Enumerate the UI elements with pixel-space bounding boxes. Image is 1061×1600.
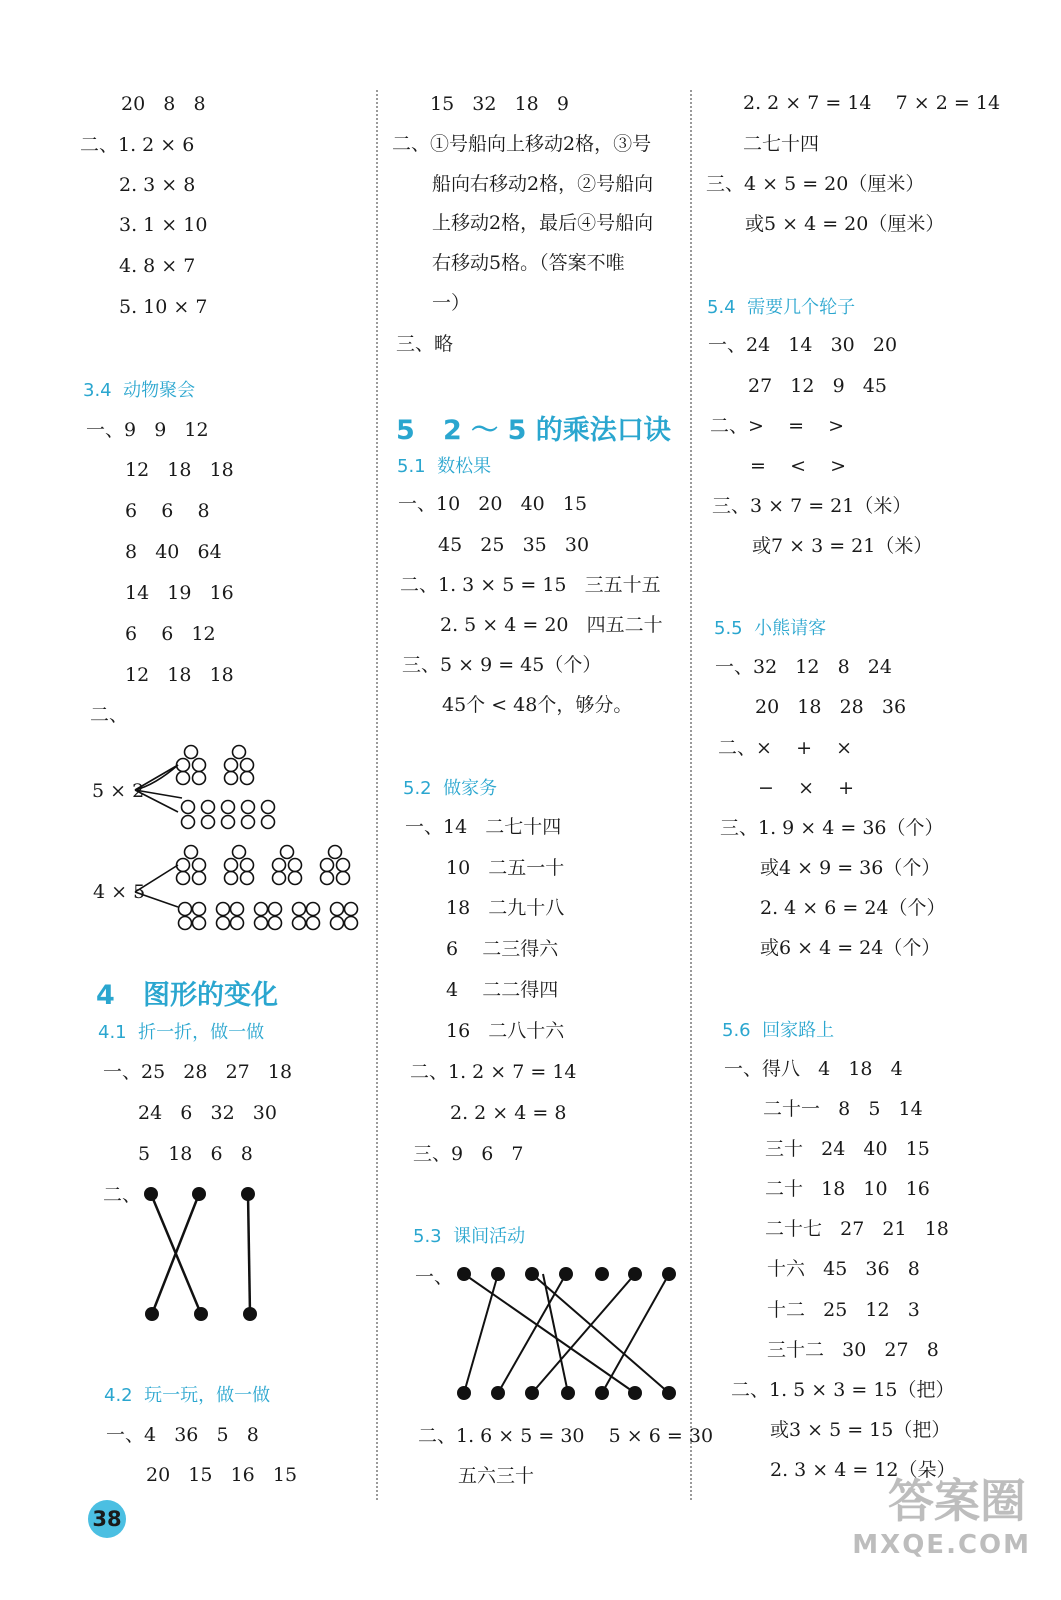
group-circle — [273, 859, 286, 872]
group-circle — [242, 816, 255, 829]
answer-line: 2. 3 × 8 — [119, 174, 196, 196]
answer-line: 二十七 27 21 18 — [765, 1218, 949, 1240]
page-number: 38 — [88, 1500, 126, 1538]
answer-line: 3. 1 × 10 — [119, 214, 208, 236]
group-circle — [225, 859, 238, 872]
match-line — [248, 1194, 250, 1314]
group-circle — [193, 872, 206, 885]
answer-line: 或6 × 4 = 24（个） — [760, 937, 941, 959]
group-circle — [222, 801, 235, 814]
grouping-diagram — [130, 740, 430, 940]
answer-line: 三、9 6 7 — [413, 1143, 524, 1165]
group-circle — [185, 746, 198, 759]
group-circle — [281, 846, 294, 859]
answer-line: 三、5 × 9 = 45（个） — [402, 654, 602, 676]
dot — [457, 1267, 471, 1281]
group-circle — [293, 917, 306, 930]
answer-line: 五六三十 — [458, 1465, 535, 1487]
group-circle — [307, 917, 320, 930]
answer-line: 一、得八 4 18 4 — [724, 1058, 903, 1080]
matching-diagram-5-3 — [455, 1265, 695, 1405]
group-circle — [262, 801, 275, 814]
answer-line: 二、 — [103, 1184, 142, 1206]
answer-line: 或5 × 4 = 20（厘米） — [745, 213, 945, 235]
answer-line: 20 8 8 — [121, 93, 206, 115]
group-circle — [242, 801, 255, 814]
answer-line: 三十 24 40 15 — [765, 1138, 930, 1160]
answer-line: 2. 2 × 4 = 8 — [450, 1102, 567, 1124]
group-circle — [293, 903, 306, 916]
group-circle — [345, 917, 358, 930]
dot — [491, 1386, 505, 1400]
answer-line: 一、4 36 5 8 — [106, 1424, 259, 1446]
dot — [194, 1307, 208, 1321]
group-circle — [331, 917, 344, 930]
section-heading-5-6: 5.6 回家路上 — [722, 1020, 835, 1041]
group-circle — [269, 903, 282, 916]
group-circle — [193, 759, 206, 772]
dot — [457, 1386, 471, 1400]
group-circle — [177, 872, 190, 885]
group-circle — [193, 772, 206, 785]
answer-line: 二、①号船向上移动2格，③号 — [392, 133, 652, 155]
group-circle — [179, 903, 192, 916]
answer-line: = < > — [750, 455, 847, 477]
group-circle — [225, 872, 238, 885]
answer-line: 二、1. 6 × 5 = 30 5 × 6 = 30 — [418, 1425, 714, 1447]
group-circle — [193, 903, 206, 916]
branch-line — [135, 865, 178, 907]
dot — [595, 1386, 609, 1400]
answer-line: 6 二三得六 — [446, 938, 559, 960]
chapter-heading-5: 5 2 ～ 5 的乘法口诀 — [396, 415, 671, 446]
answer-line: 2. 4 × 6 = 24（个） — [760, 897, 946, 919]
group-circle — [269, 917, 282, 930]
group-circle — [241, 772, 254, 785]
group-circle — [345, 903, 358, 916]
group-circle — [202, 816, 215, 829]
branch-line — [135, 765, 182, 812]
group-circle — [233, 746, 246, 759]
group-circle — [289, 872, 302, 885]
dot — [525, 1267, 539, 1281]
answer-line: 二、1. 5 × 3 = 15（把） — [731, 1379, 955, 1401]
answer-line: 18 二九十八 — [446, 897, 565, 919]
group-circle — [177, 859, 190, 872]
answer-line: 三、4 × 5 = 20（厘米） — [706, 173, 925, 195]
answer-line: 二、1. 2 × 7 = 14 — [410, 1061, 577, 1083]
group-circle — [231, 917, 244, 930]
answer-line: 三、略 — [396, 333, 454, 355]
answer-line: 6 6 12 — [125, 623, 216, 645]
group-circle — [289, 859, 302, 872]
answer-line: 15 32 18 9 — [430, 93, 569, 115]
group-circle — [225, 759, 238, 772]
section-heading-5-1: 5.1 数松果 — [397, 456, 492, 477]
match-line — [464, 1274, 635, 1393]
group-circle — [273, 872, 286, 885]
dot — [491, 1267, 505, 1281]
answer-line: 27 12 9 45 — [748, 375, 887, 397]
dot — [525, 1386, 539, 1400]
answer-line: 一、10 20 40 15 — [398, 493, 588, 515]
chapter-heading-4: 4 图形的变化 — [96, 980, 278, 1011]
answer-line: 一、9 9 12 — [86, 419, 209, 441]
answer-line: 一、32 12 8 24 — [715, 656, 892, 678]
answer-line: 一、 — [415, 1266, 454, 1288]
answer-line: 一、24 14 30 20 — [708, 334, 898, 356]
answer-line: 45 25 35 30 — [438, 534, 590, 556]
answer-line: 二七十四 — [743, 133, 820, 155]
dot — [192, 1187, 206, 1201]
group-circle — [217, 917, 230, 930]
group-circle — [177, 759, 190, 772]
branch-line — [135, 765, 178, 790]
dot — [662, 1267, 676, 1281]
answer-line: 24 6 32 30 — [138, 1102, 277, 1124]
group-circle — [225, 772, 238, 785]
answer-line: 12 18 18 — [125, 664, 234, 686]
match-line — [464, 1274, 498, 1393]
label-5x2: 5 × 2 — [92, 780, 145, 802]
section-heading-4-1: 4.1 折一折，做一做 — [98, 1022, 265, 1043]
answer-line: 2. 3 × 4 = 12（朵） — [770, 1459, 956, 1481]
answer-line: 5 18 6 8 — [138, 1143, 253, 1165]
answer-line: 二、1. 3 × 5 = 15 三五十五 — [400, 574, 661, 596]
answer-line: 十二 25 12 3 — [767, 1299, 920, 1321]
dot — [628, 1267, 642, 1281]
group-circle — [185, 846, 198, 859]
answer-line: 船向右移动2格，②号船向 — [432, 173, 654, 195]
answer-line: 20 18 28 36 — [755, 696, 907, 718]
dot — [241, 1187, 255, 1201]
answer-line: 16 二八十六 — [446, 1020, 565, 1042]
group-circle — [321, 872, 334, 885]
group-circle — [321, 859, 334, 872]
answer-line: 20 15 16 15 — [146, 1464, 298, 1486]
answer-line: − × + — [758, 777, 855, 799]
answer-line: 右移动5格。（答案不唯 — [432, 252, 625, 274]
group-circle — [231, 903, 244, 916]
watermark-url: MXQE.COM — [852, 1530, 1031, 1560]
answer-line: 一、14 二七十四 — [405, 816, 562, 838]
answer-line: 4 二二得四 — [446, 979, 559, 1001]
dot — [144, 1187, 158, 1201]
dot — [561, 1386, 575, 1400]
match-line — [602, 1274, 669, 1393]
dot — [559, 1267, 573, 1281]
group-circle — [202, 801, 215, 814]
dot — [662, 1386, 676, 1400]
group-circle — [222, 816, 235, 829]
answer-line: 2. 2 × 7 = 14 7 × 2 = 14 — [743, 92, 1001, 114]
answer-line: 6 6 8 — [125, 500, 210, 522]
group-circle — [182, 816, 195, 829]
answer-line: 一） — [432, 292, 471, 314]
answer-line: 10 二五一十 — [446, 857, 565, 879]
answer-line: 上移动2格，最后④号船向 — [432, 212, 654, 234]
group-circle — [177, 772, 190, 785]
group-circle — [233, 846, 246, 859]
section-heading-3-4: 3.4 动物聚会 — [83, 380, 196, 401]
answer-line: 12 18 18 — [125, 459, 234, 481]
answer-line: 或4 × 9 = 36（个） — [760, 857, 941, 879]
section-heading-5-4: 5.4 需要几个轮子 — [707, 297, 856, 318]
answer-line: 4. 8 × 7 — [119, 255, 196, 277]
answer-line: 三、3 × 7 = 21（米） — [712, 495, 912, 517]
answer-line: 二、1. 2 × 6 — [80, 134, 195, 156]
group-circle — [337, 872, 350, 885]
dot — [595, 1267, 609, 1281]
group-circle — [193, 917, 206, 930]
group-circle — [307, 903, 320, 916]
matching-diagram-4-1 — [140, 1185, 280, 1325]
match-line — [532, 1274, 669, 1393]
answer-line: 十六 45 36 8 — [767, 1258, 920, 1280]
answer-line: 或7 × 3 = 21（米） — [752, 535, 933, 557]
answer-line: 二、 — [90, 704, 129, 726]
group-circle — [337, 859, 350, 872]
answer-line: 二、> = > — [710, 415, 845, 437]
group-circle — [179, 917, 192, 930]
group-circle — [241, 859, 254, 872]
group-circle — [193, 859, 206, 872]
answer-line: 二十 18 10 16 — [765, 1178, 930, 1200]
answer-line: 或3 × 5 = 15（把） — [770, 1419, 951, 1441]
answer-line: 2. 5 × 4 = 20 四五二十 — [440, 614, 663, 636]
section-heading-4-2: 4.2 玩一玩，做一做 — [104, 1385, 271, 1406]
section-heading-5-3: 5.3 课间活动 — [413, 1226, 526, 1247]
answer-line: 14 19 16 — [125, 582, 234, 604]
answer-line: 二十一 8 5 14 — [763, 1098, 923, 1120]
label-4x5: 4 × 5 — [93, 881, 146, 903]
group-circle — [262, 816, 275, 829]
group-circle — [255, 917, 268, 930]
group-circle — [255, 903, 268, 916]
answer-line: 三十二 30 27 8 — [767, 1339, 939, 1361]
answer-line: 8 40 64 — [125, 541, 222, 563]
answer-line: 二、× + × — [718, 737, 853, 759]
group-circle — [217, 903, 230, 916]
answer-line: 一、25 28 27 18 — [103, 1061, 293, 1083]
section-heading-5-2: 5.2 做家务 — [403, 778, 498, 799]
answer-line: 45个 < 48个，够分。 — [442, 694, 633, 716]
group-circle — [329, 846, 342, 859]
group-circle — [182, 801, 195, 814]
group-circle — [331, 903, 344, 916]
group-circle — [241, 872, 254, 885]
dot — [628, 1386, 642, 1400]
section-heading-5-5: 5.5 小熊请客 — [714, 618, 827, 639]
dot — [243, 1307, 257, 1321]
answer-line: 三、1. 9 × 4 = 36（个） — [720, 817, 944, 839]
watermark-logo: 答案圈 — [888, 1474, 1026, 1528]
answer-line: 5. 10 × 7 — [119, 296, 208, 318]
group-circle — [241, 759, 254, 772]
dot — [145, 1307, 159, 1321]
